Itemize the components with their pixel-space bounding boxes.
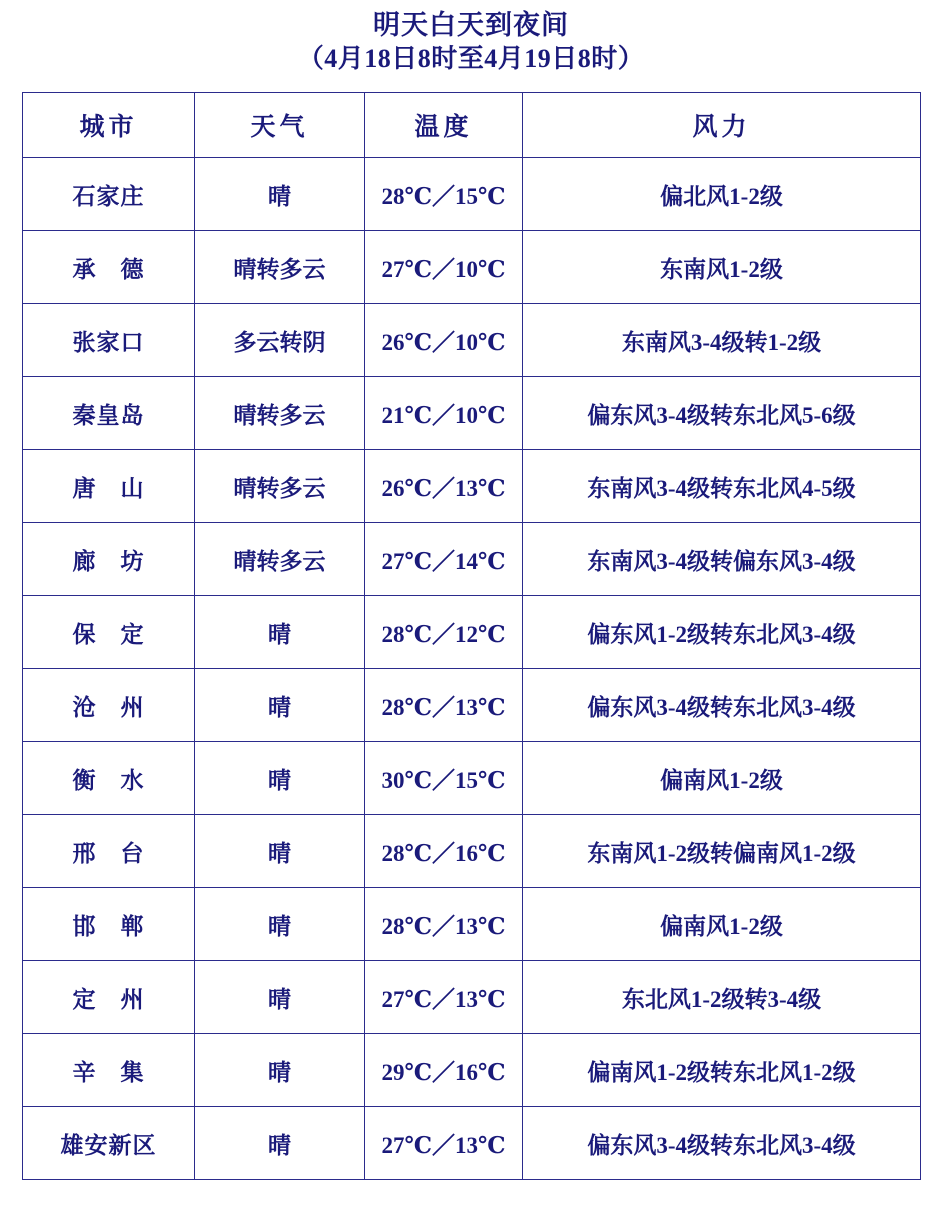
cell-wind: 东南风3-4级转东北风4-5级: [523, 450, 921, 523]
cell-temperature: 28℃／15℃: [365, 158, 523, 231]
table-row: [23, 742, 921, 815]
cell-city: 衡 水: [23, 742, 195, 815]
table-header-row: [23, 93, 921, 158]
cell-wind: 偏南风1-2级转东北风1-2级: [523, 1034, 921, 1107]
cell-wind: 偏东风3-4级转东北风5-6级: [523, 377, 921, 450]
table-row: [23, 669, 921, 742]
cell-temperature: 27℃／13℃: [365, 961, 523, 1034]
cell-temperature: 29℃／16℃: [365, 1034, 523, 1107]
cell-weather: 晴: [195, 888, 365, 961]
table-row: [23, 523, 921, 596]
cell-temperature: 28℃／13℃: [365, 669, 523, 742]
cell-temperature: 28℃／13℃: [365, 888, 523, 961]
cell-wind: 偏北风1-2级: [523, 158, 921, 231]
title-period: （4月18日8时至4月19日8时）: [297, 44, 645, 73]
cell-temperature: 27℃／10℃: [365, 231, 523, 304]
cell-weather: 晴: [195, 669, 365, 742]
table-row: [23, 231, 921, 304]
bottom-spacer: [0, 1180, 942, 1214]
cell-city: 定 州: [23, 961, 195, 1034]
table-row: [23, 377, 921, 450]
cell-weather: 晴: [195, 815, 365, 888]
cell-weather: 晴: [195, 1034, 365, 1107]
cell-wind: 东北风1-2级转3-4级: [523, 961, 921, 1034]
weather-table-wrapper: [22, 92, 920, 1180]
cell-temperature: 28℃／12℃: [365, 596, 523, 669]
cell-city: 承 德: [23, 231, 195, 304]
cell-city: 秦皇岛: [23, 377, 195, 450]
cell-city: 张家口: [23, 304, 195, 377]
cell-wind: 东南风3-4级转1-2级: [523, 304, 921, 377]
cell-city: 邯 郸: [23, 888, 195, 961]
cell-temperature: 27℃／13℃: [365, 1107, 523, 1180]
cell-weather: 晴: [195, 596, 365, 669]
column-header-temperature: 温度: [365, 93, 523, 158]
cell-wind: 偏东风1-2级转东北风3-4级: [523, 596, 921, 669]
cell-temperature: 30℃／15℃: [365, 742, 523, 815]
cell-weather: 晴: [195, 158, 365, 231]
table-row: [23, 450, 921, 523]
cell-city: 雄安新区: [23, 1107, 195, 1180]
cell-weather: 晴转多云: [195, 523, 365, 596]
weather-table: [22, 92, 921, 1180]
column-header-city: 城市: [23, 93, 195, 158]
cell-weather: 晴: [195, 961, 365, 1034]
cell-city: 辛 集: [23, 1034, 195, 1107]
cell-temperature: 26℃／13℃: [365, 450, 523, 523]
cell-city: 邢 台: [23, 815, 195, 888]
page-title: [0, 0, 942, 76]
cell-wind: 偏南风1-2级: [523, 888, 921, 961]
cell-city: 沧 州: [23, 669, 195, 742]
cell-temperature: 28℃／16℃: [365, 815, 523, 888]
cell-city: 廊 坊: [23, 523, 195, 596]
table-row: [23, 888, 921, 961]
cell-wind: 偏东风3-4级转东北风3-4级: [523, 669, 921, 742]
cell-weather: 晴: [195, 1107, 365, 1180]
cell-city: 石家庄: [23, 158, 195, 231]
table-row: [23, 158, 921, 231]
cell-wind: 偏东风3-4级转东北风3-4级: [523, 1107, 921, 1180]
cell-temperature: 21℃／10℃: [365, 377, 523, 450]
cell-temperature: 27℃／14℃: [365, 523, 523, 596]
column-header-wind: 风力: [523, 93, 921, 158]
cell-weather: 晴转多云: [195, 377, 365, 450]
table-body: [23, 158, 921, 1180]
table-row: [23, 596, 921, 669]
cell-temperature: 26℃／10℃: [365, 304, 523, 377]
cell-weather: 晴: [195, 742, 365, 815]
table-row: [23, 815, 921, 888]
cell-city: 唐 山: [23, 450, 195, 523]
title-primary: 明天白天到夜间: [373, 10, 569, 40]
table-row: [23, 304, 921, 377]
table-row: [23, 1034, 921, 1107]
table-row: [23, 961, 921, 1034]
cell-wind: 东南风1-2级: [523, 231, 921, 304]
table-row: [23, 1107, 921, 1180]
column-header-weather: 天气: [195, 93, 365, 158]
cell-weather: 多云转阴: [195, 304, 365, 377]
cell-weather: 晴转多云: [195, 450, 365, 523]
cell-wind: 东南风3-4级转偏东风3-4级: [523, 523, 921, 596]
cell-city: 保 定: [23, 596, 195, 669]
table-header: [23, 93, 921, 158]
cell-wind: 东南风1-2级转偏南风1-2级: [523, 815, 921, 888]
cell-weather: 晴转多云: [195, 231, 365, 304]
cell-wind: 偏南风1-2级: [523, 742, 921, 815]
